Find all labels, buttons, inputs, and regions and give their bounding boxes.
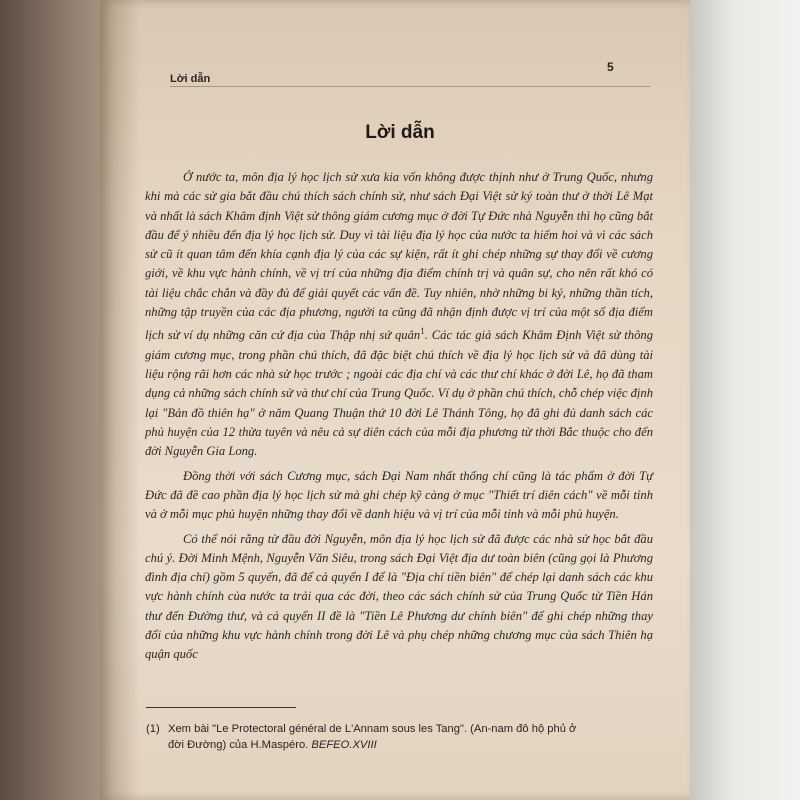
paragraph-3: Có thể nói rằng từ đầu đời Nguyễn, môn địa lý học lịch sử đã được các nhà sử học bắt đầu chú ý. Đời Minh Mệnh, Nguyễn Văn Siêu, trong sách Đại Việt địa dư toàn biên (cũng gọi là Phương đình địa chí) gồm 5 quyển, đã để cả quyển I để là "Địa chí tiền biên" để chép lại danh sách các khu vực hành chính của nước ta trải qua các đời, theo các sách chính sử của Trung Quốc từ Tiền Hán thư đến Đường thư, và cả quyển II đề là "Tiền Lê Phương dư chính biên" để ghi chép những thay đổi của những khu vực hành chính trong đời Lê và phụ chép những chương mục của sách Thiên hạ quận quốc	[145, 531, 653, 662]
paragraph-2: Đồng thời với sách Cương mục, sách Đại Nam nhất thống chí cũng là tác phẩm ở đời Tự Đức đã đề cao phần địa lý học lịch sử mà ghi chép kỹ càng ở mục "Thiết trí diên cách" về mỗi tỉnh và ở mỗi mục phủ huyện những thay đổi về danh hiệu và vị trí của mỗi tỉnh và mỗi phủ huyện.	[145, 468, 653, 522]
footnote-rule	[146, 707, 296, 708]
chapter-title: Lời dẫn	[365, 122, 435, 143]
footnote-marker: 1	[420, 326, 425, 337]
running-header-title: Lời dẫn	[170, 73, 211, 85]
header-rule	[170, 86, 650, 87]
body-text	[145, 168, 653, 665]
page-number: 5	[607, 60, 614, 74]
paragraph-1-text: Ở nước ta, môn địa lý học lịch sử xưa kia vốn không được thịnh như ở Trung Quốc, nhưng khi mà các sử gia bắt đầu chú thích sách chính sử, như sách Đại Việt sử ký toàn thư ở thời Lê Mạt và nhất là sách Khâm định Việt sử thông giám cương mục ở đời Tự Đức nhà Nguyễn thì họ cũng bắt đầu để ý nhiều đến địa lý học lịch sử. Duy vì tài liệu địa lý học của nước ta hiếm hoi và vì các sách sử cũ ít quan tâm đến khía cạnh địa lý của các sự kiện, rất ít ghi chép những sự thay đổi về cương giới, về khu vực hành chính, về vị trí của những địa điểm chính trị và quân sự, cho nên rất khó có tài liệu chắc chắn và đầy đủ để giải quyết các vấn đề. Tuy nhiên, nhờ những bi ký, những thần tích, những tập truyền của các địa phương, người ta cũng đã nhận định được vị trí của một số địa điểm lịch sử ví dụ những căn cứ địa của Thập nhị sứ quân	[145, 170, 653, 343]
footnote-body	[168, 721, 586, 753]
footnote-number: (1)	[146, 723, 160, 735]
background-right	[690, 0, 800, 800]
footnote	[146, 721, 586, 753]
footnote-source: BEFEO.XVIII	[311, 739, 377, 751]
paragraph-1-text-continued: . Các tác giả sách Khâm Định Việt sử thông giám cương mục, trong phần chú thích, đã đặc biệt chú thích về địa lý học lịch sử và đã dùng tài liệu rộng rãi hơn các nhà sử học trước ; ngoài các địa chí và các thư chí khác ở đời Lê, họ đã tham dụng cả những sách chính sử và thư chí của Trung Quốc. Ví dụ ở phần chú thích, chỗ chép việc định lại "Bản đồ thiên hạ" ở năm Quang Thuận thứ 10 đời Lê Thánh Tông, họ đã ghi đủ danh sách các phủ huyện của 12 thừa tuyên và nêu cả sự diên cách của mỗi địa phương từ thời Bắc thuộc cho đến đời Nguyễn Gia Long.	[145, 328, 653, 459]
background-left	[0, 0, 105, 800]
paragraph-1	[145, 168, 653, 462]
footnote-text: Xem bài "Le Protectoral général de L'Annam sous les Tang". (An-nam đô hộ phủ ở đời Đường) của H.Maspéro.	[168, 723, 577, 751]
page-binding-shadow	[100, 0, 140, 800]
